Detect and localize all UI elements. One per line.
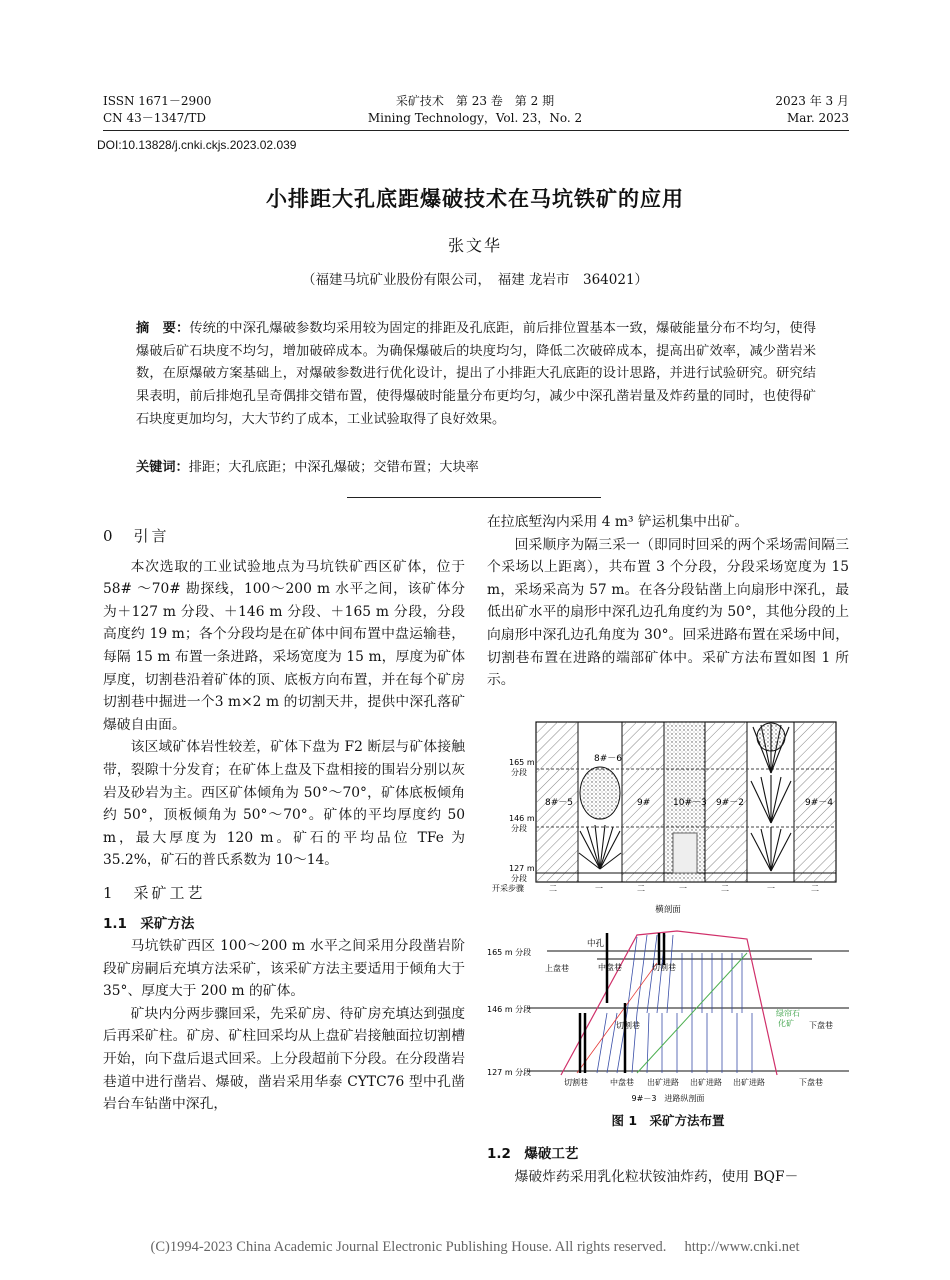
bottom-label-3: 出矿进路 (647, 1078, 679, 1087)
right-column-top (487, 511, 849, 692)
subsection-1-2-heading: 1.2 爆破工艺 (487, 1146, 579, 1162)
stope-label-5: 9#－2 (716, 798, 744, 808)
bottom-label-1: 切割巷 (564, 1078, 588, 1087)
author: 张文华 (447, 236, 502, 255)
doi[interactable]: DOI:10.13828/j.cnki.ckjs.2023.02.039 (97, 138, 297, 152)
cross-section (492, 722, 836, 915)
right-column-bottom (487, 1143, 849, 1188)
level-127-sub: 分段 (511, 874, 527, 883)
intro-paragraph-1: 本次选取的工业试验地点为马坑铁矿西区矿体，位于 58# ～70# 勘探线，100～200 m 水平之间，该矿体分为＋127 m 分段、＋146 m 分段、＋165 m 分段，分段高度约 19 m；各个分段均是在矿体中间布置中盘运输巷，每隔 15 m 布置一条进路，采场宽度为 15 m，厚度为矿体厚度，切割巷沿着矿体的顶、底板方向布置，并在每个矿房切割巷中掘进一个3 m×2 m 的切割天井，提供中深孔落矿爆破自由面。 (103, 558, 465, 733)
right-paragraph-2: 回采顺序为隔三采一（即同时回采的两个采场需间隔三个采场以上距离），共布置 3 个分段，分段采场宽度为 15 m，采场采高为 57 m。在各分段钻凿上向扇形中深孔，最低出矿水平的扇形中深孔边孔角度约为 50°，其他分段的上向扇形中深孔边孔角度为 30°。回采进路布置在采场中间，切割巷布置在进路的端部矿体中。采矿方法布置如图 1 所示。 (487, 536, 849, 689)
bottom-label-2: 中盘巷 (610, 1078, 634, 1087)
section-0-heading: 0 引言 (103, 527, 170, 545)
journal-name-en: Mining Technology，Vol. 23，No. 2 (367, 111, 583, 125)
right-paragraph-1: 在拉底堑沟内采用 4 m³ 铲运机集中出矿。 (487, 514, 749, 530)
left-column (103, 525, 465, 1116)
abstract-rule (347, 497, 601, 498)
figure-1 (487, 713, 849, 1133)
section-1-heading: 1 采矿工艺 (103, 883, 206, 902)
level-146-label: 146 m (509, 814, 535, 823)
step-1: 二 (549, 884, 557, 893)
mining-steps-label: 开采步骤 (492, 884, 524, 893)
footwall-drift-label: 下盘巷 (809, 1021, 833, 1030)
stope-label-2: 8#－5 (545, 798, 573, 808)
middle-hole-label: 中孔 (587, 939, 605, 949)
oxidized-ore-label-2: 化矿 (778, 1019, 794, 1028)
oxidized-ore-label-1: 绿帘石 (776, 1009, 800, 1018)
level-127-label: 127 m (509, 864, 535, 873)
middle-drift-label: 中盘巷 (598, 963, 622, 972)
longitudinal-section-title: 9#－3 进路纵剖面 (631, 1094, 705, 1103)
mining-method-diagram (487, 713, 849, 1108)
level-165-label: 165 m (509, 758, 535, 767)
header-right (775, 93, 849, 127)
step-2: 一 (595, 884, 603, 893)
step-7: 二 (811, 884, 819, 893)
affiliation: （福建马坑矿业股份有限公司， 福建 龙岩市 364021） (301, 272, 649, 288)
level-165-sub: 分段 (511, 768, 527, 777)
journal-name-cn: 采矿技术 第 23 卷 第 2 期 (395, 94, 555, 108)
cross-section-title: 横剖面 (655, 905, 681, 915)
cn-number: CN 43－1347/TD (103, 111, 206, 125)
step-3: 二 (637, 884, 645, 893)
keywords-label: 关键词： (136, 460, 189, 475)
mining-paragraph-2: 矿块内分两步骤回采，先采矿房、待矿房充填达到强度后再采矿柱。矿房、矿柱回采均从上盘矿岩接触面拉切割槽开始，向下盘后退式回采。上分段超前下分段。在分段凿岩巷道中进行凿岩、爆破，凿岩采用华泰 CYTC76 型中孔凿岩台车钻凿中深孔， (103, 1005, 465, 1113)
keywords-text: 排距；大孔底距；中深孔爆破；交错布置；大块率 (188, 460, 479, 475)
abstract-label: 摘 要： (136, 321, 190, 336)
step-6: 一 (767, 884, 775, 893)
hanging-wall-drift-label: 上盘巷 (545, 964, 569, 973)
long-127-label: 127 m 分段 (487, 1068, 532, 1077)
stope-label-6: 9#－4 (805, 798, 833, 808)
stope-label-3: 9# (637, 798, 651, 808)
abstract (136, 318, 816, 432)
bottom-label-4: 出矿进路 (690, 1078, 722, 1087)
intro-paragraph-2: 该区域矿体岩性较差，矿体下盘为 F2 断层与矿体接触带，裂隙十分发育；在矿体上盘及下盘相接的围岩分别以灰岩及砂岩为主。西区矿体倾角为 50°～70°，矿体底板倾角约 50°，顶板倾角为 50°～70°。矿体的平均厚度约 50 m，最大厚度为 120 m。矿石的平均品位 TFe 为 35.2%，矿石的普氏系数为 10～14。 (103, 739, 465, 869)
subsection-1-1-heading: 1.1 采矿方法 (103, 915, 195, 932)
date-cn: 2023 年 3 月 (775, 94, 849, 108)
abstract-text: 传统的中深孔爆破参数均采用较为固定的排距及孔底距，前后排位置基本一致，爆破能量分布不均匀，使得爆破后矿石块度不均匀，增加破碎成本。为确保爆破后的块度均匀，降低二次破碎成本，提高出矿效率，减少凿岩米数，在原爆破方案基础上，对爆破参数进行优化设计，提出了小排距大孔底距的设计思路，并进行试验研究。研究结果表明，前后排炮孔呈奇偶排交错布置，使得爆破时能量分布更均匀，减少中深孔凿岩量及炸药量的同时，也使得矿石块度更加均匀，大大节约了成本，工业试验取得了良好效果。 (136, 321, 817, 427)
longitudinal-section (487, 931, 849, 1103)
blasting-paragraph: 爆破炸药采用乳化粒状铵油炸药，使用 BQF－ (514, 1168, 799, 1185)
long-165-label: 165 m 分段 (487, 948, 532, 957)
cutting-drift-label: 切割巷 (652, 963, 676, 972)
figure-caption: 图 1 采矿方法布置 (611, 1113, 725, 1128)
mining-paragraph-1: 马坑铁矿西区 100～200 m 水平之间采用分段凿岩阶段矿房嗣后充填方法采矿，该采矿方法主要适用于倾角大于 35°、厚度大于 200 m 的矿体。 (103, 938, 465, 1000)
step-4: 一 (679, 884, 687, 893)
long-146-label: 146 m 分段 (487, 1005, 532, 1014)
stope-label-4: 10#－3 (673, 798, 707, 808)
level-146-sub: 分段 (511, 824, 527, 833)
keywords (136, 457, 816, 479)
date-en: Mar. 2023 (786, 111, 849, 125)
header-left (103, 93, 211, 127)
header-center (330, 93, 620, 127)
header-divider (103, 130, 849, 131)
footer-copyright: (C)1994-2023 China Academic Journal Electronic Publishing House. All rights reserved. http://www.cnki.net (150, 1239, 800, 1255)
step-5: 二 (721, 884, 729, 893)
bottom-label-5: 出矿进路 (733, 1078, 765, 1087)
paper-title: 小排距大孔底距爆破技术在马坑铁矿的应用 (266, 187, 684, 211)
issn: ISSN 1671－2900 (103, 94, 212, 108)
bottom-label-6: 下盘巷 (799, 1078, 823, 1087)
cutting-drift-label-2: 切割巷 (616, 1021, 640, 1030)
stope-label-1: 8#－6 (594, 754, 622, 764)
